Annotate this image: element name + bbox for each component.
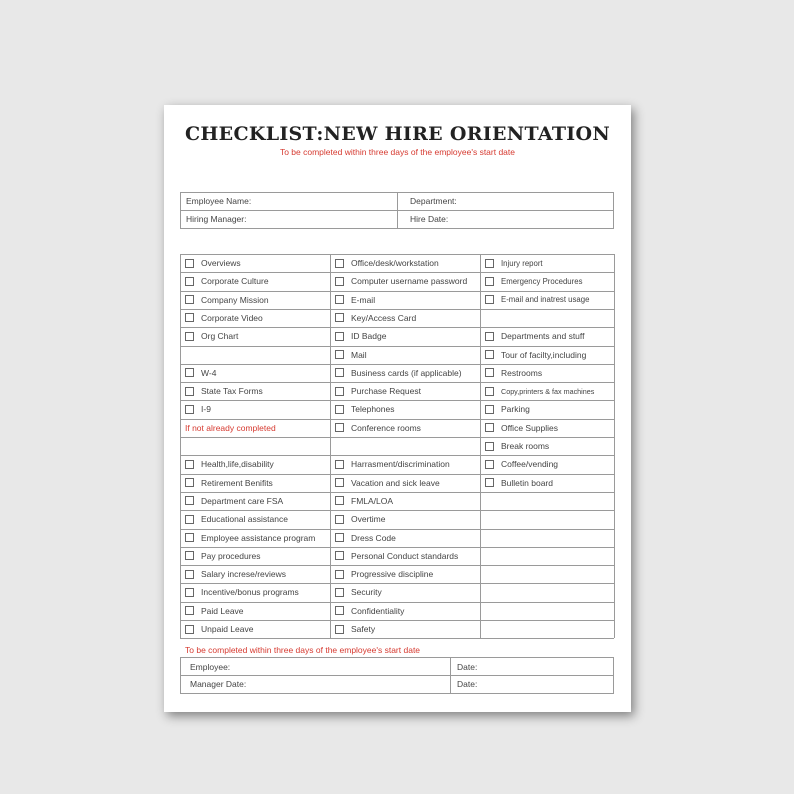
checklist-item-label: Copy,printers & fax machines	[501, 386, 595, 396]
admin-procedure-item[interactable]	[335, 291, 485, 309]
checkbox[interactable]	[185, 606, 194, 615]
page-title: CHECKLIST:NEW HIRE ORIENTATION	[185, 123, 610, 145]
policy-item[interactable]	[335, 474, 485, 492]
checkbox[interactable]	[185, 551, 194, 560]
checklist-item-label: Coffee/vending	[501, 459, 559, 470]
checklist-item-label: Corporate Video	[201, 312, 263, 323]
hiring-manager-field[interactable]: Hiring Manager:	[186, 214, 247, 224]
tour-item[interactable]	[485, 364, 635, 382]
checkbox[interactable]	[485, 478, 494, 487]
checklist-item-label: State Tax Forms	[201, 386, 263, 397]
policy-item[interactable]	[335, 510, 485, 528]
checkbox[interactable]	[185, 570, 194, 579]
paperwork-item[interactable]	[185, 400, 335, 418]
checkbox[interactable]	[485, 423, 494, 432]
paperwork-item[interactable]	[185, 382, 335, 400]
checklist-item-label: Conference rooms	[351, 422, 421, 433]
admin-procedure-item[interactable]	[335, 419, 485, 437]
checkbox[interactable]	[485, 295, 494, 304]
policy-item[interactable]	[335, 583, 485, 601]
leaders-welcome-item[interactable]	[185, 291, 335, 309]
policy-item[interactable]	[335, 492, 485, 510]
tour-item[interactable]	[485, 346, 635, 364]
checklist-item-label: Employee assistance program	[201, 532, 316, 543]
paperwork-item[interactable]	[185, 364, 335, 382]
policy-item[interactable]	[335, 602, 485, 620]
tour-item[interactable]	[485, 419, 635, 437]
checklist-item-label: Tour of facilty,including	[501, 349, 587, 360]
employee-date-field[interactable]: Date:	[457, 662, 478, 672]
benefits-item[interactable]	[185, 529, 335, 547]
admin-procedure-item[interactable]	[335, 382, 485, 400]
checkbox[interactable]	[185, 533, 194, 542]
checklist-item-label: Confidentiality	[351, 605, 405, 616]
department-field[interactable]: Department:	[410, 196, 457, 206]
checklist-item-label: Security	[351, 587, 382, 598]
admin-procedure-item[interactable]	[335, 364, 485, 382]
checklist-item-label: Paid Leave	[201, 605, 244, 616]
policy-item[interactable]	[335, 565, 485, 583]
policy-item[interactable]	[335, 529, 485, 547]
checkbox[interactable]	[485, 387, 494, 396]
checkbox[interactable]	[335, 460, 344, 469]
checkbox[interactable]	[335, 295, 344, 304]
checkbox[interactable]	[185, 460, 194, 469]
checklist-item-label: Purchase Request	[351, 386, 421, 397]
checklist-item-label: Emergency Procedures	[501, 276, 583, 286]
policy-item[interactable]	[335, 547, 485, 565]
checklist-item-label: E-mail	[351, 294, 376, 305]
checkbox[interactable]	[335, 478, 344, 487]
benefits-item[interactable]	[185, 455, 335, 473]
page-subtitle: To be completed within three days of the employee's start date	[279, 147, 516, 157]
checkbox[interactable]	[185, 295, 194, 304]
admin-procedure-item[interactable]	[485, 254, 635, 272]
checkbox[interactable]	[335, 515, 344, 524]
checkbox[interactable]	[485, 350, 494, 359]
checkbox[interactable]	[335, 350, 344, 359]
checklist-item-label: Vacation and sick leave	[351, 477, 440, 488]
manager-date-value-field[interactable]: Date:	[457, 679, 478, 689]
checklist-sheet	[164, 105, 631, 712]
tour-item[interactable]	[485, 474, 635, 492]
checklist-item-label: Educational assistance	[201, 514, 288, 525]
tour-item[interactable]	[485, 455, 635, 473]
checkbox[interactable]	[185, 625, 194, 634]
admin-procedure-item[interactable]	[335, 400, 485, 418]
checkbox[interactable]	[485, 442, 494, 451]
checkbox[interactable]	[335, 570, 344, 579]
checkbox[interactable]	[335, 277, 344, 286]
benefits-item[interactable]	[185, 620, 335, 638]
checkbox[interactable]	[335, 405, 344, 414]
checklist-item-label: Break rooms	[501, 441, 550, 451]
employee-signature-field[interactable]: Employee:	[190, 662, 231, 672]
checklist-item-label: Overviews	[201, 258, 241, 268]
checkbox[interactable]	[335, 496, 344, 505]
checkbox[interactable]	[185, 515, 194, 524]
checklist-item-label: E-mail and inatrest usage	[501, 295, 590, 305]
admin-procedure-item[interactable]	[335, 346, 485, 364]
checklist-item-label: Progressive discipline	[351, 569, 434, 580]
checklist-item-label: Corporate Culture	[201, 276, 269, 287]
checklist-item-label: FMLA/LOA	[351, 495, 394, 506]
checklist-item-label: Key/Access Card	[351, 312, 417, 323]
admin-procedure-item[interactable]	[485, 272, 635, 290]
checkbox[interactable]	[485, 277, 494, 286]
benefits-item[interactable]	[185, 547, 335, 565]
checkbox[interactable]	[485, 368, 494, 377]
checkbox[interactable]	[185, 588, 194, 597]
checkbox[interactable]	[185, 277, 194, 286]
checkbox[interactable]	[335, 423, 344, 432]
checkbox[interactable]	[485, 405, 494, 414]
checkbox[interactable]	[185, 496, 194, 505]
checklist-item-label: Safety	[351, 624, 376, 634]
checkbox[interactable]	[335, 625, 344, 634]
checklist-item-label: Company Mission	[201, 294, 269, 305]
checkbox[interactable]	[185, 259, 194, 268]
checklist-item-label: Parking	[501, 404, 530, 415]
checklist-item-label: Pay procedures	[201, 550, 261, 561]
checkbox[interactable]	[185, 332, 194, 341]
checklist-item-label: Mail	[351, 349, 367, 360]
checklist-item-label: Departments and stuff	[501, 331, 585, 342]
admin-procedure-item[interactable]	[335, 309, 485, 327]
leaders-welcome-item[interactable]	[185, 272, 335, 290]
checklist-item-label: Incentive/bonus programs	[201, 587, 299, 598]
checkbox[interactable]	[335, 332, 344, 341]
employee-name-field[interactable]: Employee Name:	[186, 196, 252, 206]
checklist-item-label: Unpaid Leave	[201, 624, 254, 634]
checklist-item-label: Computer username password	[351, 276, 468, 287]
checkbox[interactable]	[335, 313, 344, 322]
checklist-item-label: Department care FSA	[201, 495, 284, 506]
hire-date-field[interactable]: Hire Date:	[410, 214, 449, 224]
checklist-item-label: W-4	[201, 367, 217, 378]
checkbox[interactable]	[335, 387, 344, 396]
leaders-welcome-item[interactable]	[185, 327, 335, 345]
admin-procedure-item[interactable]	[335, 272, 485, 290]
admin-procedure-item[interactable]	[335, 327, 485, 345]
checkbox[interactable]	[335, 368, 344, 377]
tour-item[interactable]	[485, 382, 635, 400]
checklist-item-label: Restrooms	[501, 367, 543, 378]
checkbox[interactable]	[335, 606, 344, 615]
checkbox[interactable]	[485, 259, 494, 268]
checklist-item-label: Injury report	[501, 258, 543, 268]
checklist-item-label: Retirement Benifits	[201, 477, 273, 488]
checkbox[interactable]	[185, 478, 194, 487]
benefits-item[interactable]	[185, 510, 335, 528]
checklist-item-label: Office Supplies	[501, 422, 559, 433]
benefits-item[interactable]	[185, 565, 335, 583]
checklist-item-label: Health,life,disability	[201, 459, 274, 470]
tour-item[interactable]	[485, 400, 635, 418]
checkbox[interactable]	[185, 405, 194, 414]
checkbox[interactable]	[335, 551, 344, 560]
checklist-item-label: I-9	[201, 404, 211, 415]
admin-procedure-item[interactable]	[335, 254, 485, 272]
benefits-item[interactable]	[185, 474, 335, 492]
manager-date-field[interactable]: Manager Date:	[190, 679, 247, 689]
checkbox[interactable]	[185, 313, 194, 322]
policy-item[interactable]	[335, 620, 485, 638]
leaders-welcome-item[interactable]	[185, 309, 335, 327]
checkbox[interactable]	[335, 533, 344, 542]
checklist-item-label: Business cards (if applicable)	[351, 367, 462, 378]
leaders-welcome-item[interactable]	[185, 254, 335, 272]
benefits-item[interactable]	[185, 583, 335, 601]
checklist-item-label: Bulletin board	[501, 477, 553, 488]
checkbox[interactable]	[335, 588, 344, 597]
benefits-item[interactable]	[185, 492, 335, 510]
checkbox[interactable]	[335, 259, 344, 268]
checklist-item-label: ID Badge	[351, 331, 387, 342]
tour-item[interactable]	[485, 327, 635, 345]
checklist-item-label: Org Chart	[201, 331, 239, 342]
footer-note: To be completed within three days of the employee's start date	[185, 645, 421, 655]
checkbox[interactable]	[485, 332, 494, 341]
checklist-item-label: Office/desk/workstation	[351, 258, 439, 268]
admin-procedure-item[interactable]	[485, 291, 635, 309]
checkbox[interactable]	[485, 460, 494, 469]
policy-item[interactable]	[335, 455, 485, 473]
checkbox[interactable]	[185, 387, 194, 396]
checklist-item-label: Overtime	[351, 514, 386, 525]
paperwork-note: If not already completed	[185, 422, 276, 433]
checklist-item-label: Salary increse/reviews	[201, 569, 287, 580]
benefits-item[interactable]	[185, 602, 335, 620]
checklist-item-label: Dress Code	[351, 532, 396, 543]
checklist-item-label: Personal Conduct standards	[351, 550, 459, 561]
checklist-item-label: Harrasment/discrimination	[351, 459, 450, 470]
checkbox[interactable]	[185, 368, 194, 377]
tour-item[interactable]	[485, 437, 635, 455]
checklist-item-label: Telephones	[351, 404, 395, 415]
